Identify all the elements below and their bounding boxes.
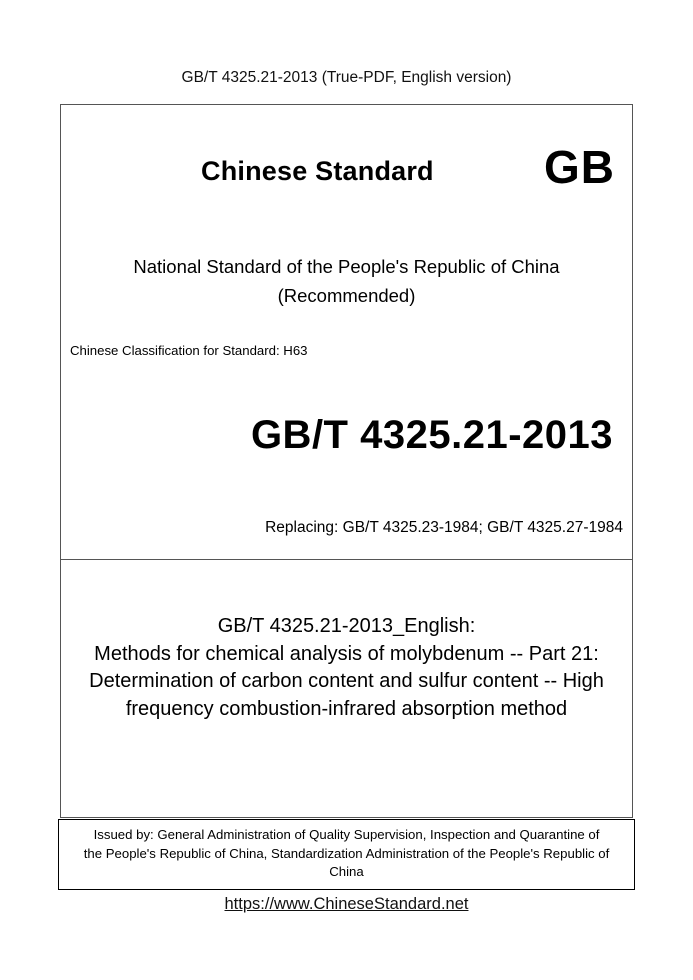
title-line: GB/T 4325.21-2013_English: xyxy=(217,615,476,637)
title-line: frequency combustion-infrared absorption method xyxy=(125,697,568,720)
issuer-box xyxy=(58,819,635,890)
website-link[interactable]: https://www.ChineseStandard.net xyxy=(224,895,469,913)
national-standard-line: National Standard of the People's Republic of China xyxy=(133,256,560,277)
gb-mark: GB xyxy=(544,141,615,193)
national-standard-label xyxy=(0,252,693,310)
document-title xyxy=(60,613,633,723)
issuer-line: the People's Republic of China, Standardization Administration of the People's Republic of xyxy=(83,845,610,861)
recommended-line: (Recommended) xyxy=(277,285,416,306)
title-line: Determination of carbon content and sulfur content -- High xyxy=(89,670,604,692)
cover-heading: Chinese Standard xyxy=(201,156,434,186)
classification-text: Chinese Classification for Standard: H63 xyxy=(70,343,308,358)
issuer-line: China xyxy=(329,864,364,879)
title-line: Methods for chemical analysis of molybdenum -- Part 21: xyxy=(94,642,599,665)
issuer-line: Issued by: General Administration of Quality Supervision, Inspection and Quarantine of xyxy=(93,827,600,842)
frame-divider xyxy=(61,559,632,560)
standard-number: GB/T 4325.21-2013 xyxy=(250,413,613,457)
document-header: GB/T 4325.21-2013 (True-PDF, English version) xyxy=(181,69,512,86)
replacing-text: Replacing: GB/T 4325.23-1984; GB/T 4325.27-1984 xyxy=(265,519,623,536)
